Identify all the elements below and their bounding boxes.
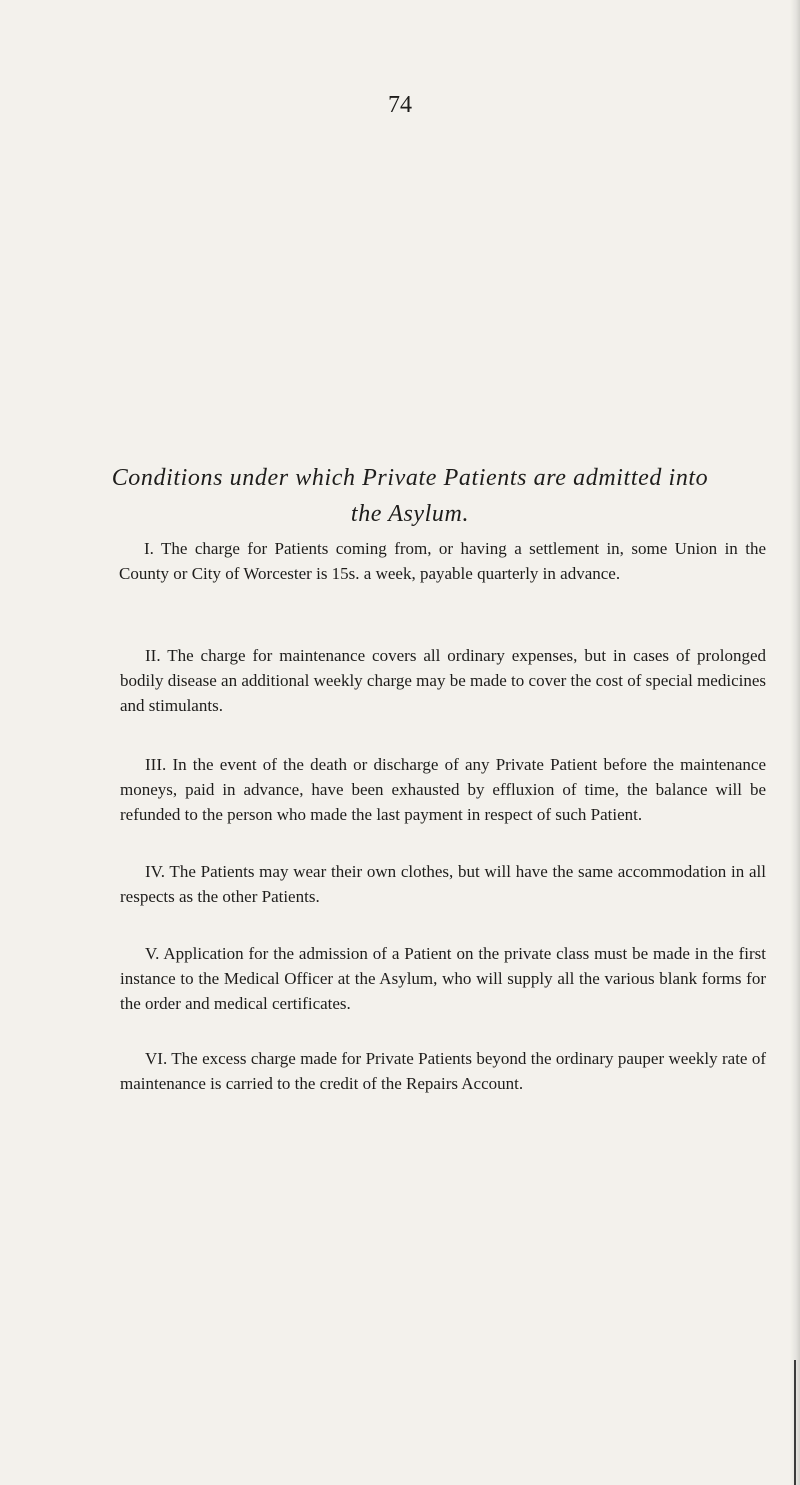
condition-paragraph-5: V. Application for the admission of a Patient on the private class must be made in the first instance to the Medical Officer at the Asylum, who will supply all the various blank forms for the order and medical certificates. xyxy=(120,944,766,1013)
page-edge-line xyxy=(794,1360,796,1485)
condition-paragraph-3: III. In the event of the death or discharge of any Private Patient before the maintenance moneys, paid in advance, have been exhausted by effluxion of time, the balance will be refunded to the person who made the last payment in respect of such Patient. xyxy=(120,755,766,824)
page-edge-shadow xyxy=(790,0,800,1485)
page-title-line-1: Conditions under which Private Patients are admitted into xyxy=(111,465,709,491)
page-number: 74 xyxy=(388,92,412,118)
condition-paragraph-1: I. The charge for Patients coming from, or having a settlement in, some Union in the County or City of Worcester is 15s. a week, payable quarterly in advance. xyxy=(119,539,766,583)
page-title-line-2: the Asylum. xyxy=(350,501,470,527)
page-title xyxy=(60,460,760,532)
condition-paragraph-4: IV. The Patients may wear their own clothes, but will have the same accommodation in all respects as the other Patients. xyxy=(120,862,766,906)
condition-paragraph-6: VI. The excess charge made for Private Patients beyond the ordinary pauper weekly rate of maintenance is carried to the credit of the Repairs Account. xyxy=(120,1049,766,1093)
condition-paragraph-2: II. The charge for maintenance covers all ordinary expenses, but in cases of prolonged bodily disease an additional weekly charge may be made to cover the cost of special medicines and stimulants. xyxy=(120,646,766,715)
